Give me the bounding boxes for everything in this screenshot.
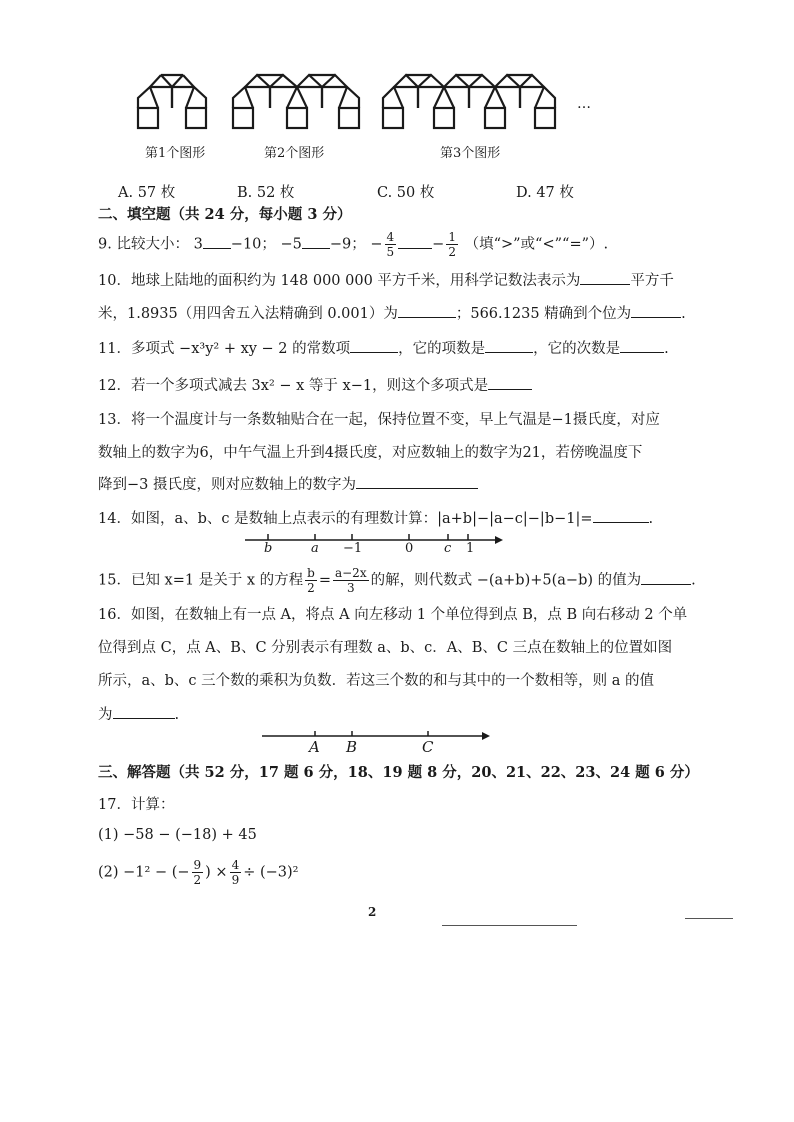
question-11: 11．多项式 −x³y² + xy − 2 的常数项 ，它的项数是 ，它的次数是 . (98, 337, 669, 358)
question-16-line-4: 为 . (98, 703, 179, 724)
figure-label-2: 第2个图形 (264, 146, 325, 161)
question-14: 14．如图，a、b、c 是数轴上点表示的有理数计算：|a+b|−|a−c|−|b−1|= . (98, 507, 653, 528)
question-16-line-3: 所示，a、b、c 三个数的乘积为负数．若这三个数的和与其中的一个数相等，则 a 的值 (98, 673, 655, 689)
axis-arrow (482, 732, 490, 740)
question-9: 9. 比较大小： 3 −10； −5 −9； − $\frac{4}{5}$ − $\frac{1}{2}$ （填“>”或“<”“=”）. (98, 230, 609, 259)
point-label-a: A (309, 738, 320, 756)
divider (442, 925, 577, 926)
option-c: C. 50 枚 (377, 185, 435, 201)
question-16-line-2: 位得到点 C，点 A、B、C 分别表示有理数 a、b、c．A、B、C 三点在数轴上的位置如图 (98, 640, 673, 656)
tick-label-0: 0 (405, 541, 414, 556)
number-line-q16 (0, 728, 794, 748)
figure-label-3: 第3个图形 (440, 146, 501, 161)
question-13-line-2: 数轴上的数字为6，中午气温上升到4摄氏度，对应数轴上的数字为21，若傍晚温度下 (98, 445, 643, 461)
question-12: 12．若一个多项式减去 3x² − x 等于 x−1，则这个多项式是 (98, 374, 532, 395)
tick-label-b: b (264, 541, 273, 556)
tick-label-c: c (444, 541, 452, 556)
tick-label-neg1: −1 (343, 541, 363, 556)
section-3-title: 三、解答题（共 52 分，17 题 6 分，18、19 题 8 分，20、21、22、23、24 题 6 分） (98, 764, 699, 781)
question-17-part-2: (2) −1² − (− $\frac{9}{2}$ ) × $\frac{4}{9}$ ÷ (−3)² (98, 858, 299, 887)
option-b: B. 52 枚 (237, 185, 295, 201)
question-10-line-2: 米，1.8935（用四舍五入法精确到 0.001）为 ；566.1235 精确到个位为 . (98, 302, 686, 323)
question-17-part-1: (1) −58 − (−18) + 45 (98, 827, 257, 843)
question-13-line-1: 13．将一个温度计与一条数轴贴合在一起，保持位置不变，早上气温是−1摄氏度，对应 (98, 412, 660, 428)
matchstick-figures (0, 0, 794, 140)
point-label-c: C (422, 738, 434, 756)
tick-label-a: a (311, 541, 319, 556)
question-15: 15．已知 x=1 是关于 x 的方程 $\frac{b}{2}$ = $\frac{a-2x}{3}$ 的解，则代数式 −(a+b)+5(a−b) 的值为 . (98, 566, 696, 595)
tick-label-1: 1 (466, 541, 475, 556)
section-2-title: 二、填空题（共 24 分，每小题 3 分） (98, 206, 352, 223)
divider (685, 918, 733, 919)
option-d: D. 47 枚 (516, 185, 574, 201)
figure-label-1: 第1个图形 (145, 146, 206, 161)
question-17-title: 17．计算： (98, 797, 175, 813)
page-number: 2 (368, 905, 377, 919)
question-10-line-1: 10．地球上陆地的面积约为 148 000 000 平方千米，用科学记数法表示为 平方千 (98, 269, 674, 290)
point-label-b: B (346, 738, 358, 756)
number-line-q14 (0, 528, 794, 558)
question-16-line-1: 16．如图，在数轴上有一点 A，将点 A 向左移动 1 个单位得到点 B，点 B 向右移动 2 个单 (98, 607, 688, 623)
axis-arrow (495, 536, 503, 544)
ellipsis: … (577, 96, 591, 112)
option-a: A. 57 枚 (118, 185, 176, 201)
question-13-line-3: 降到−3 摄氏度，则对应数轴上的数字为 (98, 473, 478, 494)
